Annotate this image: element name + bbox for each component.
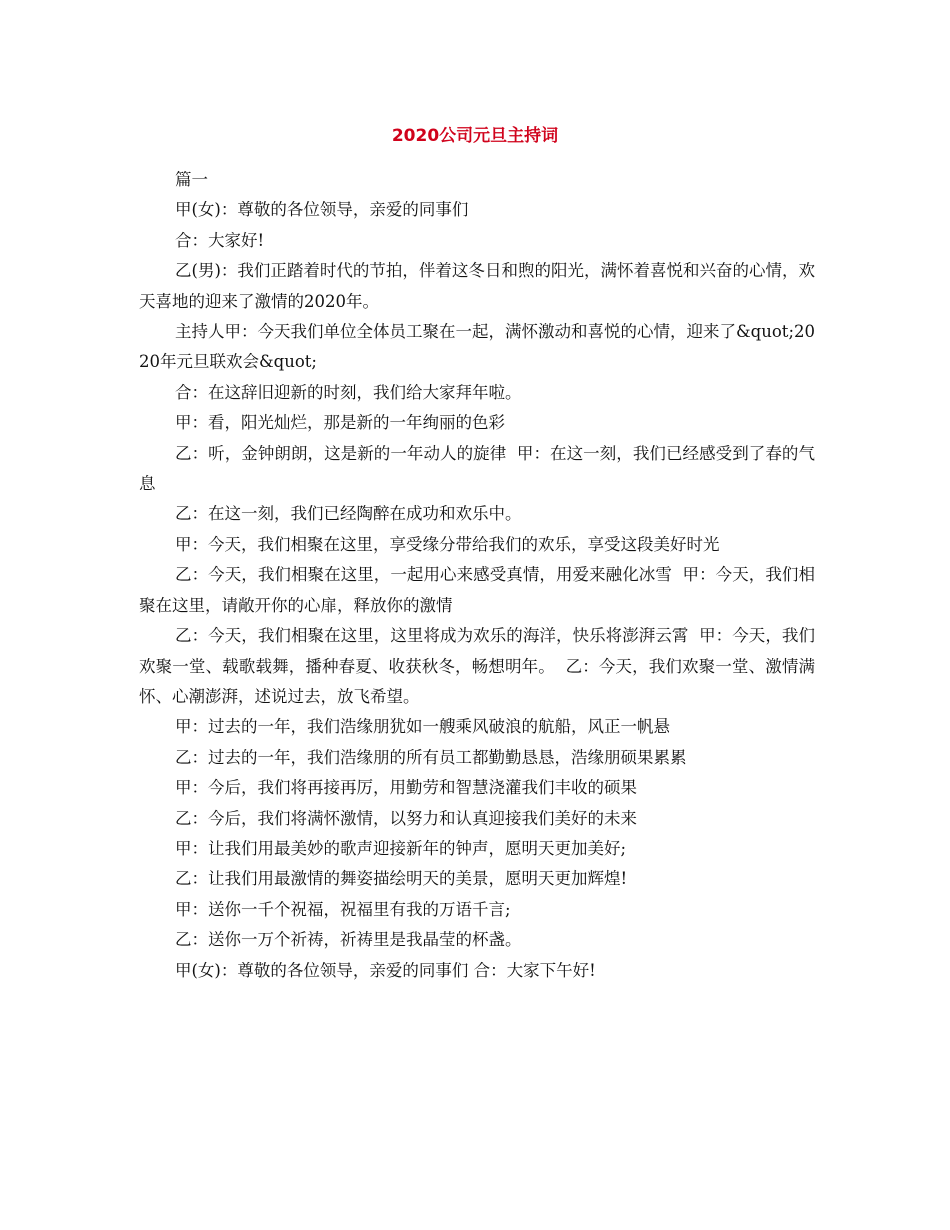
paragraph: 合：在这辞旧迎新的时刻，我们给大家拜年啦。 <box>175 382 522 402</box>
paragraph: 甲：让我们用最美妙的歌声迎接新年的钟声，愿明天更加美好; <box>175 838 627 858</box>
paragraph: 甲：过去的一年，我们浩缘朋犹如一艘乘风破浪的航船，风正一帆悬 <box>175 717 670 737</box>
paragraph: 甲：送你一千个祝福，祝福里有我的万语千言; <box>175 899 511 919</box>
paragraph: 乙：过去的一年，我们浩缘朋的所有员工都勤勤恳恳，浩缘朋硕果累累 <box>175 747 687 767</box>
paragraph: 乙：在这一刻，我们已经陶醉在成功和欢乐中。 <box>175 504 522 524</box>
document-title: 2020公司元旦主持词 <box>391 126 559 146</box>
paragraph: 甲(女)：尊敬的各位领导，亲爱的同事们 合：大家下午好! <box>175 960 596 980</box>
paragraph: 合：大家好! <box>175 230 265 250</box>
paragraph: 乙：送你一万个祈祷，祈祷里是我晶莹的杯盏。 <box>175 930 522 950</box>
paragraph: 乙(男)：我们正踏着时代的节拍，伴着这冬日和煦的阳光，满怀着喜悦和兴奋的心情，欢天喜地的迎来了激情的2020年。 <box>139 261 815 311</box>
paragraph: 乙：今天，我们相聚在这里，这里将成为欢乐的海洋，快乐将澎湃云霄 甲：今天，我们欢聚一堂、载歌载舞，播种春夏、收获秋冬，畅想明年。 乙：今天，我们欢聚一堂、激情满怀、心潮澎湃，述说过去，放飞希望。 <box>139 626 815 706</box>
paragraph: 乙：让我们用最激情的舞姿描绘明天的美景，愿明天更加辉煌! <box>175 869 628 889</box>
paragraph: 主持人甲：今天我们单位全体员工聚在一起，满怀激动和喜悦的心情，迎来了&quot;2020年元旦联欢会&quot; <box>139 322 815 372</box>
paragraph: 乙：今后，我们将满怀激情，以努力和认真迎接我们美好的未来 <box>175 808 637 828</box>
document-body <box>139 165 815 986</box>
paragraph: 篇一 <box>175 170 208 189</box>
paragraph: 乙：今天，我们相聚在这里，一起用心来感受真情，用爱来融化冰雪 甲：今天，我们相聚在这里，请敞开你的心扉，释放你的激情 <box>139 565 815 615</box>
paragraph: 甲：看，阳光灿烂，那是新的一年绚丽的色彩 <box>175 413 505 433</box>
paragraph: 甲(女)：尊敬的各位领导，亲爱的同事们 <box>175 200 469 220</box>
paragraph: 乙：听，金钟朗朗，这是新的一年动人的旋律 甲：在这一刻，我们已经感受到了春的气息 <box>139 443 815 494</box>
paragraph: 甲：今天，我们相聚在这里，享受缘分带给我们的欢乐，享受这段美好时光 <box>175 534 720 554</box>
paragraph: 甲：今后，我们将再接再厉，用勤劳和智慧浇灌我们丰收的硕果 <box>175 778 637 798</box>
